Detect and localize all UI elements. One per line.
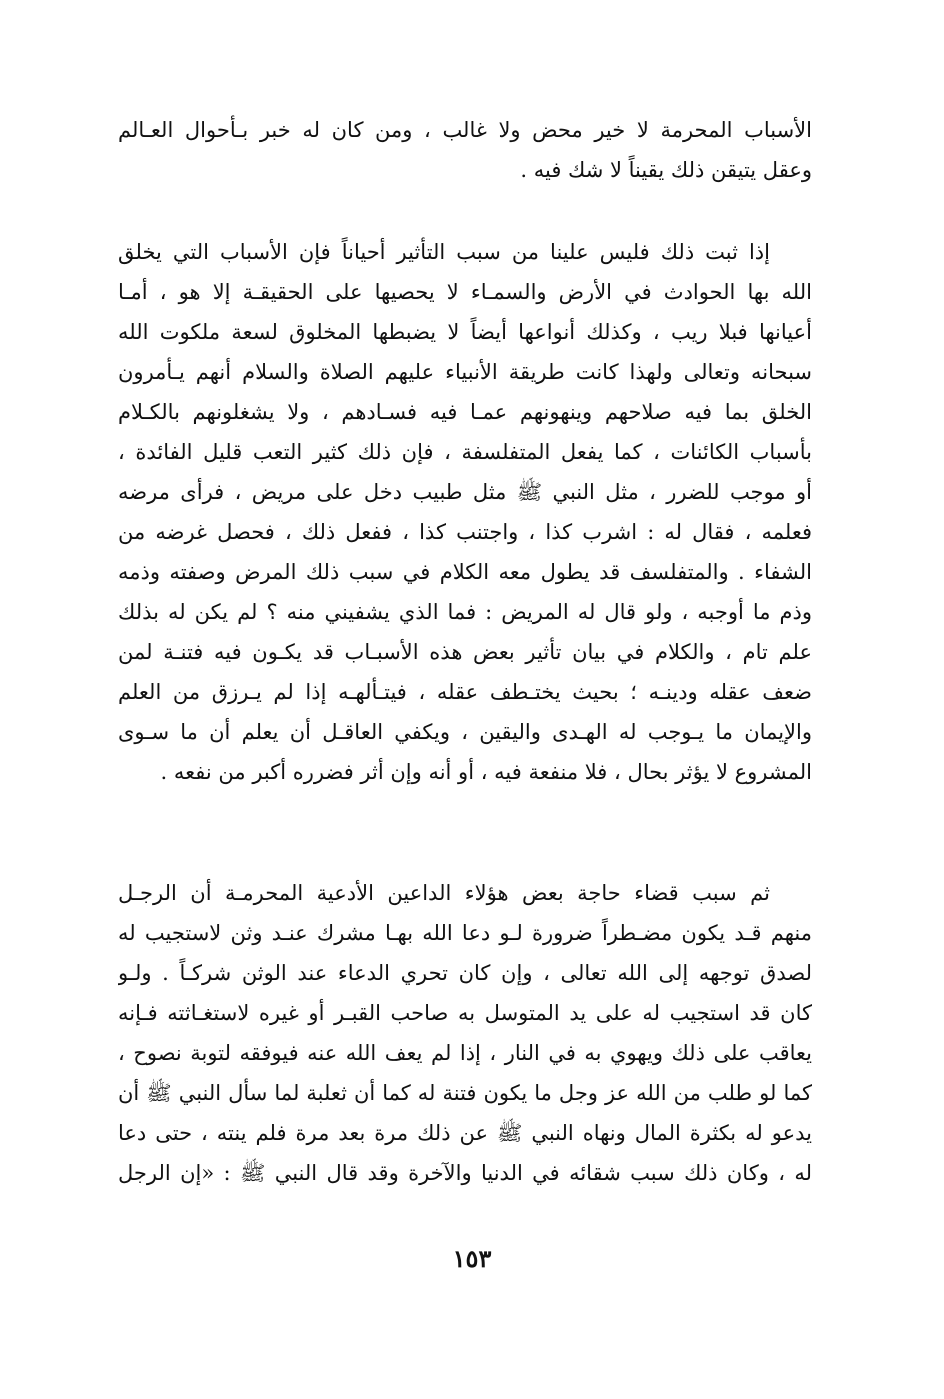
text-line: بأسباب الكائنات ، كما يفعل المتفلسفة ، فإن ذلك كثير التعب قليل الفائدة ، — [118, 440, 812, 464]
text-line: وعقل يتيقن ذلك يقيناً لا شك فيه . — [520, 158, 812, 182]
text-line: الأسباب المحرمة لا خير محض ولا غالب ، ومن كان له خبر بـأحوال العـالم — [118, 118, 812, 142]
text-line: والإيمان ما يـوجب له الهـدى واليقين ، ويكفي العاقـل أن يعلم أن ما سـوى — [118, 720, 812, 744]
text-line: إذا ثبت ذلك فليس علينا من سبب التأثير أحياناً فإن الأسباب التي يخلق — [118, 240, 770, 264]
page-number: ١٥٣ — [452, 1244, 492, 1273]
text-line: أعيانها فبلا ريب ، وكذلك أنواعها أيضاً لا يضبطها المخلوق لسعة ملكوت الله — [118, 320, 812, 344]
text-line: فعلمه ، فقال له : اشرب كذا ، واجتنب كذا ، ففعل ذلك ، فحصل غرضه من — [118, 520, 812, 544]
text-line: يعاقب على ذلك ويهوي به في النار ، إذا لم يعف الله عنه فيوفقه لتوبة نصوح ، — [118, 1041, 812, 1065]
paragraph-3 — [118, 873, 812, 1193]
text-line: ضعف عقله ودينـه ؛ بحيث يختـطف عقله ، فيتـألهـه إذا لم يـرزق من العلم — [118, 680, 812, 704]
text-line: الخلق بما فيه صلاحهم وينهونهم عمـا فيه فسـادهم ، ولا يشغلونهم بالكـلام — [118, 400, 812, 424]
text-line: كان قد استجيب له على يد المتوسل به صاحب القبـر أو غيره لاستغـاثته فـإنه — [118, 1001, 812, 1025]
paragraph-1 — [118, 110, 812, 190]
text-line: المشروع لا يؤثر بحال ، فلا منفعة فيه ، أو أنه وإن أثر فضرره أكبر من نفعه . — [160, 760, 812, 784]
text-line: ثم سبب قضاء حاجة بعض هؤلاء الداعين الأدعية المحرمـة أن الرجـل — [118, 881, 770, 905]
text-line: الله بها الحوادث في الأرض والسمـاء لا يحصيها على الحقيقـة إلا هو ، أمـا — [118, 280, 812, 304]
text-line: كما لو طلب من الله عز وجل ما يكون فتنة له كما أن ثعلبة لما سأل النبي ﷺ أن — [118, 1081, 812, 1105]
text-line: أو موجب للضرر ، مثل النبي ﷺ مثل طبيب دخل على مريض ، فرأى مرضه — [118, 480, 812, 504]
text-line: علم تام ، والكلام في بيان تأثير بعض هذه الأسبـاب قد يكـون فيه فتنـة لمن — [118, 640, 812, 664]
text-line: منهم قـد يكون مضـطراً ضرورة لـو دعا الله بهـا مشرك عنـد وثن لاستجيب له — [118, 921, 812, 945]
text-line: وذم ما أوجبه ، ولو قال له المريض : فما الذي يشفيني منه ؟ لم يكن له بذلك — [118, 600, 812, 624]
text-line: له ، وكان ذلك سبب شقائه في الدنيا والآخرة وقد قال النبي ﷺ : «إن الرجل — [118, 1161, 812, 1185]
text-line: سبحانه وتعالى ولهذا كانت طريقة الأنبياء عليهم الصلاة والسلام أنهم يـأمرون — [118, 360, 812, 384]
text-line: يدعو له بكثرة المال ونهاه النبي ﷺ عن ذلك مرة بعد مرة فلم ينته ، حتى دعا — [118, 1121, 812, 1145]
paragraph-2 — [118, 232, 812, 792]
text-line: الشفاء . والمتفلسف قد يطول معه الكلام في سبب ذلك المرض وصفته وذمه — [118, 560, 812, 584]
text-line: لصدق توجهه إلى الله تعالى ، وإن كان تحري الدعاء عند الوثن شركـاً . ولـو — [118, 961, 812, 985]
